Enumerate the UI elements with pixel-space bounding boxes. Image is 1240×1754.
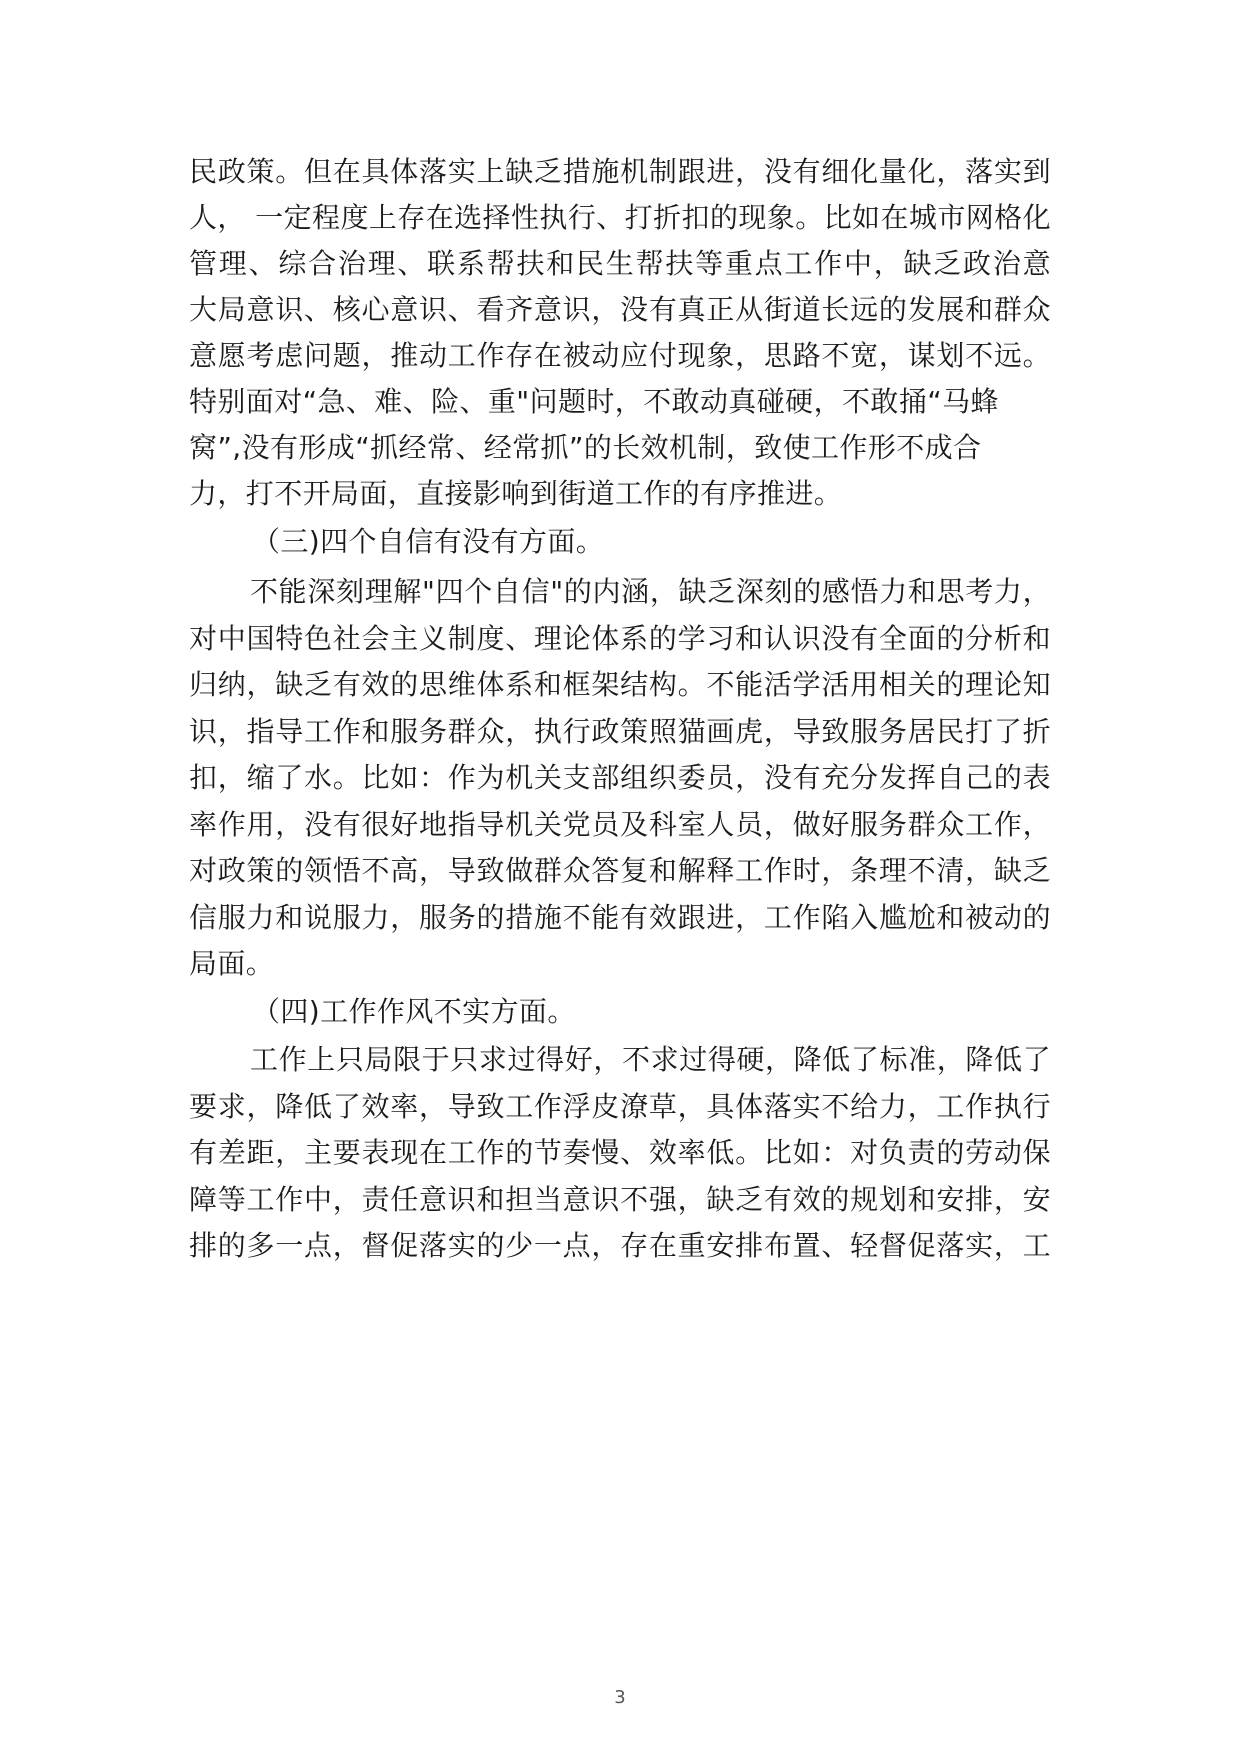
body-line: 意愿考虑问题，推动工作存在被动应付现象，思路不宽，谋划不远。 [189, 339, 1051, 372]
body-line: 不能深刻理解"四个自信"的内涵，缺乏深刻的感悟力和思考力， [250, 575, 1051, 608]
body-line: 识，指导工作和服务群众，执行政策照猫画虎，导致服务居民打了折 [189, 715, 1051, 748]
body-line: 力，打不开局面，直接影响到街道工作的有序推进。 [189, 477, 843, 510]
body-line: 率作用，没有很好地指导机关党员及科室人员，做好服务群众工作， [189, 808, 1051, 841]
body-line: 窝”,没有形成“抓经常、经常抓”的长效机制，致使工作形不成合 [189, 431, 982, 464]
body-line: 管理、综合治理、联系帮扶和民生帮扶等重点工作中，缺乏政治意 [189, 247, 1051, 280]
body-line: 人， 一定程度上存在选择性执行、打折扣的现象。比如在城市网格化 [189, 201, 1051, 234]
body-line: 排的多一点，督促落实的少一点，存在重安排布置、轻督促落实，工 [189, 1229, 1051, 1262]
section-heading: （三)四个自信有没有方面。 [252, 525, 605, 558]
body-line: 对中国特色社会主义制度、理论体系的学习和认识没有全面的分析和 [189, 622, 1051, 655]
section-heading: （四)工作作风不实方面。 [252, 995, 576, 1028]
body-line: 扣，缩了水。比如：作为机关支部组织委员，没有充分发挥自己的表 [189, 761, 1051, 794]
body-line: 大局意识、核心意识、看齐意识，没有真正从街道长远的发展和群众 [189, 293, 1051, 326]
page-number: 3 [614, 1687, 626, 1708]
body-line: 归纳，缺乏有效的思维体系和框架结构。不能活学活用相关的理论知 [189, 668, 1051, 701]
body-line: 局面。 [189, 947, 275, 980]
body-line: 特别面对“急、难、险、重"问题时，不敢动真碰硬，不敢捅“马蜂 [189, 385, 999, 418]
body-line: 工作上只局限于只求过得好，不求过得硬，降低了标准，降低了 [250, 1043, 1051, 1076]
body-line: 信服力和说服力，服务的措施不能有效跟进，工作陷入尴尬和被动的 [189, 901, 1051, 934]
body-line: 障等工作中，责任意识和担当意识不强，缺乏有效的规划和安排，安 [189, 1183, 1051, 1216]
body-line: 民政策。但在具体落实上缺乏措施机制跟进，没有细化量化，落实到 [189, 155, 1051, 188]
body-line: 对政策的领悟不高，导致做群众答复和解释工作时，条理不清，缺乏 [189, 854, 1051, 887]
body-line: 有差距，主要表现在工作的节奏慢、效率低。比如：对负责的劳动保 [189, 1136, 1051, 1169]
body-line: 要求，降低了效率，导致工作浮皮潦草，具体落实不给力，工作执行 [189, 1090, 1051, 1123]
